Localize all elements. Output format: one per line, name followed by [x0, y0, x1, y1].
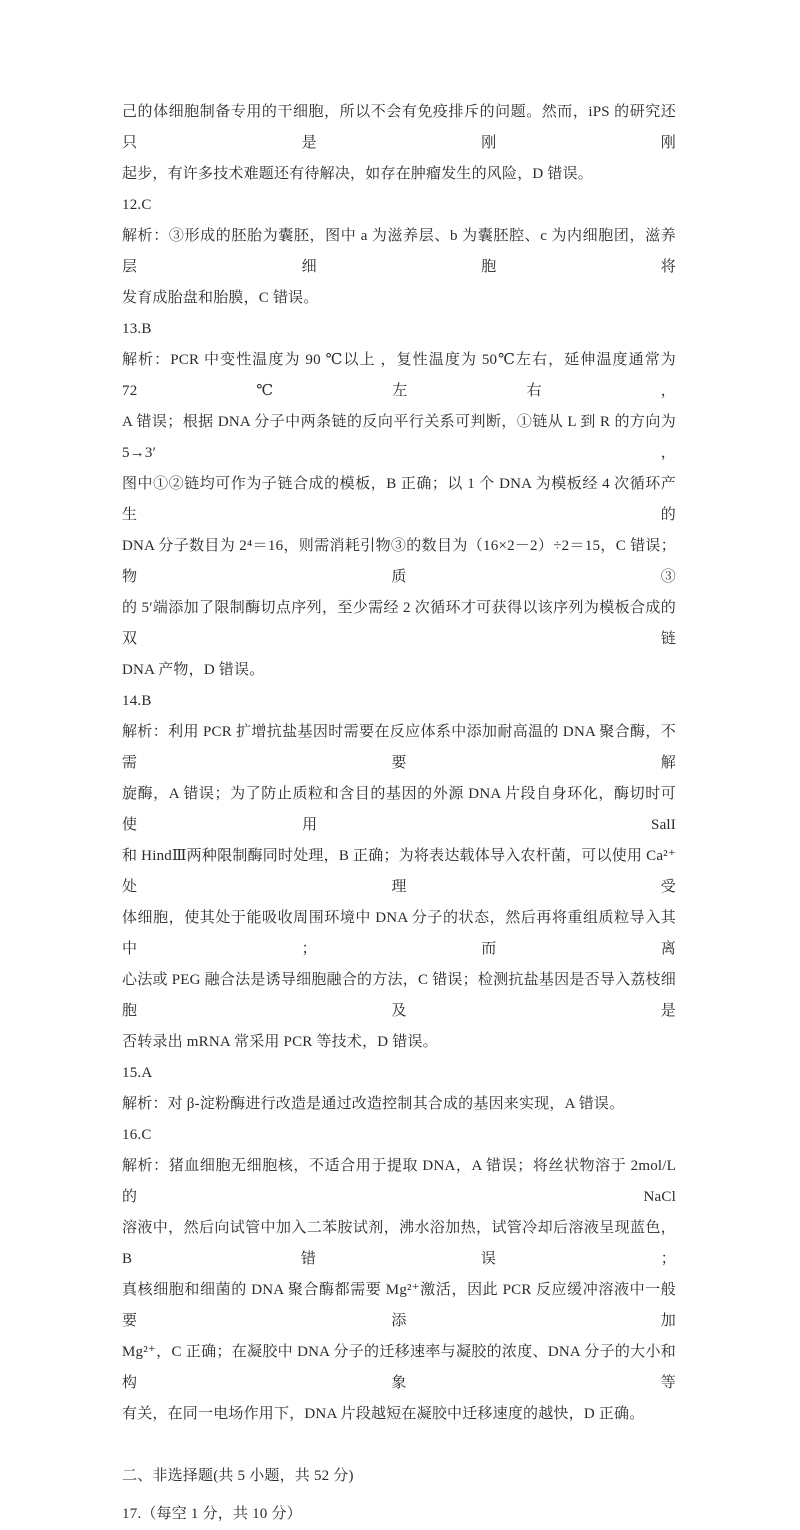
text-line: 溶液中，然后向试管中加入二苯胺试剂，沸水浴加热，试管冷却后溶液呈现蓝色，B 错误； — [122, 1220, 676, 1267]
text-line: DNA 分子数目为 2⁴＝16，则需消耗引物③的数目为（16×2－2）÷2＝15，C 错误；物质③ — [122, 538, 676, 585]
text-line: 17.（每空 1 分，共 10 分） — [122, 1506, 302, 1522]
text-line: A 错误；根据 DNA 分子中两条链的反向平行关系可判断，①链从 L 到 R 的方向为 5→3′， — [122, 414, 676, 461]
text-line: 解析：利用 PCR 扩增抗盐基因时需要在反应体系中添加耐高温的 DNA 聚合酶，不需要解 — [122, 724, 676, 771]
text-line: 心法或 PEG 融合法是诱导细胞融合的方法，C 错误；检测抗盐基因是否导入荔枝细胞及是 — [122, 972, 676, 1019]
text-line: 解析：对 β-淀粉酶进行改造是通过改造控制其合成的基因来实现，A 错误。 — [122, 1096, 625, 1112]
text-line: 己的体细胞制备专用的干细胞，所以不会有免疫排斥的问题。然而，iPS 的研究还只是刚刚 — [122, 104, 676, 151]
text-line: DNA 产物，D 错误。 — [122, 662, 265, 678]
text-line: 二、非选择题(共 5 小题，共 52 分) — [122, 1468, 354, 1484]
text-line: 12.C — [122, 197, 152, 213]
text-line: 图中①②链均可作为子链合成的模板，B 正确；以 1 个 DNA 为模板经 4 次循环产生的 — [122, 476, 676, 523]
text-line: 起步，有许多技术难题还有待解决，如存在肿瘤发生的风险，D 错误。 — [122, 166, 593, 182]
text-line: 真核细胞和细菌的 DNA 聚合酶都需要 Mg²⁺激活，因此 PCR 反应缓冲溶液中一般要添加 — [122, 1282, 676, 1329]
text-line: 否转录出 mRNA 常采用 PCR 等技术，D 错误。 — [122, 1034, 438, 1050]
text-line: 13.B — [122, 321, 152, 337]
text-line: 16.C — [122, 1127, 152, 1143]
text-line: 解析：猪血细胞无细胞核，不适合用于提取 DNA，A 错误；将丝状物溶于 2mol/L 的 NaCl — [122, 1158, 676, 1205]
text-line: 有关，在同一电场作用下，DNA 片段越短在凝胶中迁移速度的越快，D 正确。 — [122, 1406, 645, 1422]
text-line: 解析：③形成的胚胎为囊胚，图中 a 为滋养层、b 为囊胚腔、c 为内细胞团，滋养层细胞将 — [122, 228, 676, 275]
text-line: 15.A — [122, 1065, 153, 1081]
text-line: 的 5′端添加了限制酶切点序列，至少需经 2 次循环才可获得以该序列为模板合成的双链 — [122, 600, 676, 647]
document-body — [122, 97, 676, 1530]
text-line: 发育成胎盘和胎膜，C 错误。 — [122, 290, 319, 306]
text-line: 14.B — [122, 693, 152, 709]
text-line: Mg²⁺，C 正确；在凝胶中 DNA 分子的迁移速率与凝胶的浓度、DNA 分子的大小和构象等 — [122, 1344, 676, 1391]
text-line: 解析：PCR 中变性温度为 90 ℃以上 ，复性温度为 50℃左右，延伸温度通常为 72℃左右， — [122, 352, 676, 399]
text-line: 旋酶，A 错误；为了防止质粒和含目的基因的外源 DNA 片段自身环化，酶切时可使用 SalI — [122, 786, 676, 833]
text-line: 和 HindⅢ两种限制酶同时处理，B 正确；为将表达载体导入农杆菌，可以使用 Ca²⁺处理受 — [122, 848, 676, 895]
text-line: 体细胞，使其处于能吸收周围环境中 DNA 分子的状态，然后再将重组质粒导入其中；而离 — [122, 910, 676, 957]
